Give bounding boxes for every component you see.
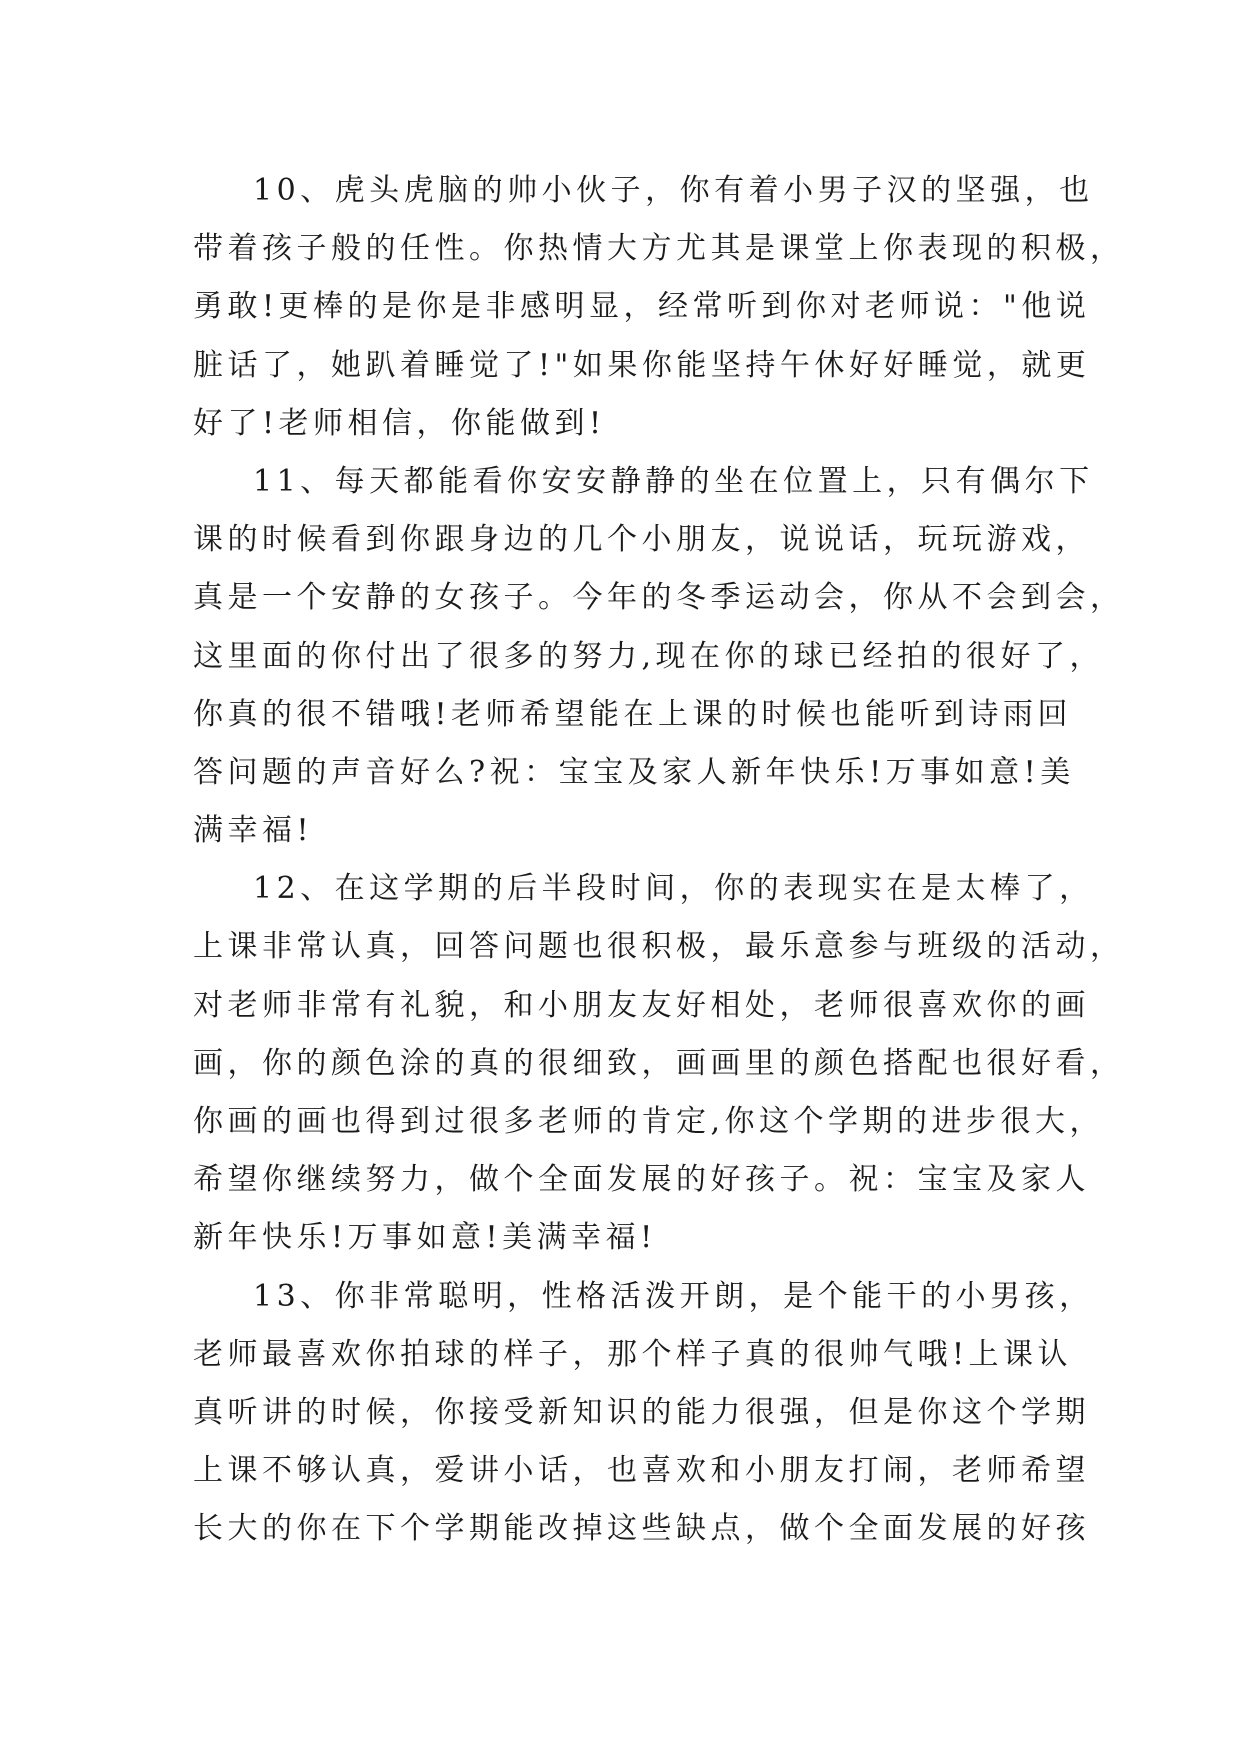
text-line: 真是一个安静的女孩子。今年的冬季运动会，你从不会到会， xyxy=(193,580,1125,616)
text-line: 答问题的声音好么?祝：宝宝及家人新年快乐!万事如意!美 xyxy=(193,754,1075,790)
text-line: 长大的你在下个学期能改掉这些缺点，做个全面发展的好孩 xyxy=(193,1511,1090,1547)
text-line: 带着孩子般的任性。你热情大方尤其是课堂上你表现的积极， xyxy=(193,231,1125,267)
text-line: 希望你继续努力，做个全面发展的好孩子。祝：宝宝及家人 xyxy=(193,1162,1090,1198)
text-line: 13、你非常聪明，性格活泼开朗，是个能干的小男孩， xyxy=(253,1278,1094,1314)
body-text xyxy=(193,162,1193,1559)
paragraph-12 xyxy=(193,860,1193,1267)
paragraph-10 xyxy=(193,162,1193,453)
text-line: 新年快乐!万事如意!美满幸福! xyxy=(193,1220,657,1256)
text-line: 对老师非常有礼貌，和小朋友友好相处，老师很喜欢你的画 xyxy=(193,987,1090,1023)
text-line: 好了!老师相信，你能做到! xyxy=(193,405,606,441)
text-line: 老师最喜欢你拍球的样子，那个样子真的很帅气哦!上课认 xyxy=(193,1336,1073,1372)
paragraph-13 xyxy=(193,1268,1193,1559)
text-line: 12、在这学期的后半段时间，你的表现实在是太棒了， xyxy=(253,871,1094,907)
text-line: 这里面的你付出了很多的努力,现在你的球已经拍的很好了， xyxy=(193,638,1105,674)
text-line: 真听讲的时候，你接受新知识的能力很强，但是你这个学期 xyxy=(193,1394,1090,1430)
text-line: 10、虎头虎脑的帅小伙子，你有着小男子汉的坚强，也 xyxy=(253,173,1094,208)
text-line: 勇敢!更棒的是你是非感明显，经常听到你对老师说："他说 xyxy=(193,289,1091,325)
text-line: 上课非常认真，回答问题也很积极，最乐意参与班级的活动， xyxy=(193,929,1125,965)
text-line: 你真的很不错哦!老师希望能在上课的时候也能听到诗雨回 xyxy=(193,696,1073,732)
text-line: 满幸福! xyxy=(193,813,314,849)
text-line: 11、每天都能看你安安静静的坐在位置上，只有偶尔下 xyxy=(253,463,1094,499)
text-line: 课的时候看到你跟身边的几个小朋友，说说话，玩玩游戏， xyxy=(193,522,1090,558)
text-line: 脏话了，她趴着睡觉了!"如果你能坚持午休好好睡觉，就更 xyxy=(193,347,1091,383)
paragraph-11 xyxy=(193,453,1193,860)
text-line: 画，你的颜色涂的真的很细致，画画里的颜色搭配也很好看， xyxy=(193,1045,1125,1081)
text-line: 你画的画也得到过很多老师的肯定,你这个学期的进步很大， xyxy=(193,1104,1105,1139)
text-line: 上课不够认真，爱讲小话，也喜欢和小朋友打闹，老师希望 xyxy=(193,1453,1090,1489)
